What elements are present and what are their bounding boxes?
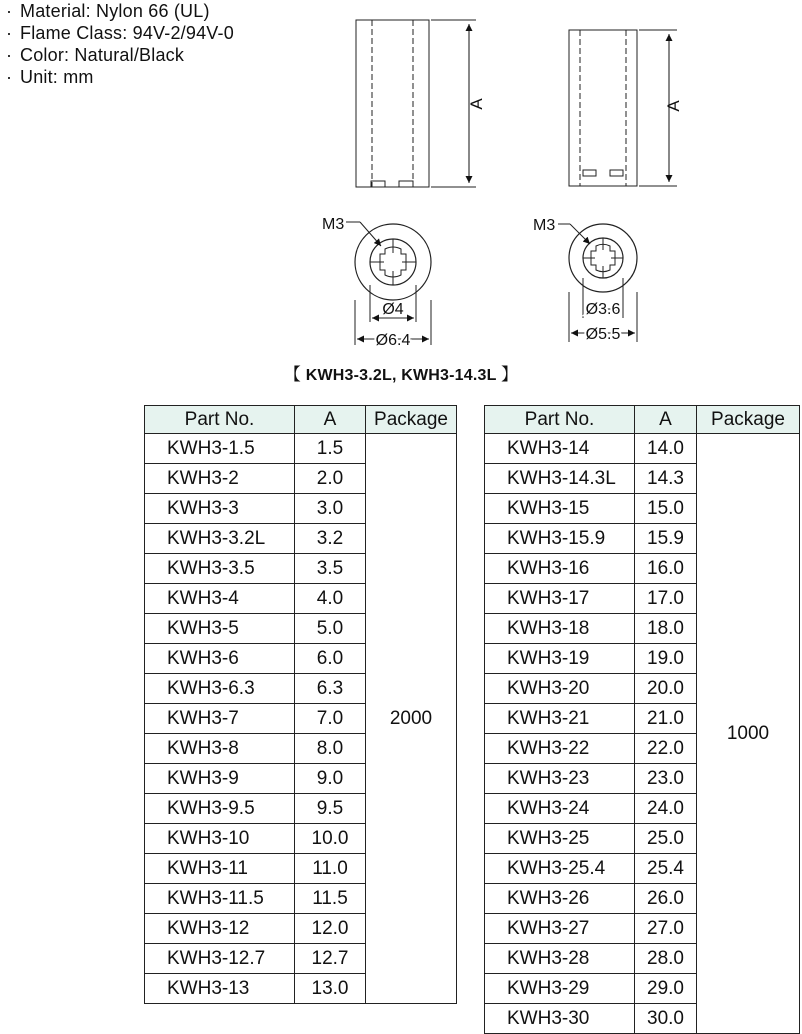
part-number-cell: KWH3-20 xyxy=(485,674,635,704)
part-number-cell: KWH3-9 xyxy=(145,764,295,794)
dimension-a-cell: 3.5 xyxy=(295,554,366,584)
dimension-a-cell: 28.0 xyxy=(635,944,697,974)
right-inner-dia-label: Ø3.6 xyxy=(585,301,621,318)
left-dim-a-label: A xyxy=(467,98,486,110)
part-number-cell: KWH3-26 xyxy=(485,884,635,914)
dimension-a-cell: 21.0 xyxy=(635,704,697,734)
part-number-cell: KWH3-16 xyxy=(485,554,635,584)
table-header-row xyxy=(145,406,457,434)
dimension-a-cell: 15.0 xyxy=(635,494,697,524)
caption-close-bracket: 】 xyxy=(500,365,519,384)
header-package: Package xyxy=(366,406,457,434)
part-number-cell: KWH3-12 xyxy=(145,914,295,944)
parts-table-right xyxy=(484,405,800,1034)
part-number-cell: KWH3-5 xyxy=(145,614,295,644)
part-number-cell: KWH3-14.3L xyxy=(485,464,635,494)
part-number-cell: KWH3-11.5 xyxy=(145,884,295,914)
part-number-cell: KWH3-7 xyxy=(145,704,295,734)
header-part-no: Part No. xyxy=(485,406,635,434)
left-end-view xyxy=(346,222,431,345)
part-number-cell: KWH3-21 xyxy=(485,704,635,734)
dimension-a-cell: 6.0 xyxy=(295,644,366,674)
dimension-a-cell: 23.0 xyxy=(635,764,697,794)
part-number-cell: KWH3-22 xyxy=(485,734,635,764)
spec-item: · Color: Natural/Black xyxy=(6,45,185,65)
dimension-a-cell: 14.3 xyxy=(635,464,697,494)
part-number-cell: KWH3-12.7 xyxy=(145,944,295,974)
left-outer-dia-label: Ø6.4 xyxy=(375,332,411,349)
drawing-caption xyxy=(0,360,802,385)
part-number-cell: KWH3-14 xyxy=(485,434,635,464)
dimension-a-cell: 3.2 xyxy=(295,524,366,554)
part-number-cell: KWH3-4 xyxy=(145,584,295,614)
part-number-cell: KWH3-17 xyxy=(485,584,635,614)
part-number-cell: KWH3-18 xyxy=(485,614,635,644)
dimension-a-cell: 26.0 xyxy=(635,884,697,914)
dimension-a-cell: 4.0 xyxy=(295,584,366,614)
package-cell: 1000 xyxy=(697,434,800,1034)
dimension-a-cell: 9.5 xyxy=(295,794,366,824)
header-a: A xyxy=(635,406,697,434)
left-side-view xyxy=(356,20,476,187)
dimension-a-cell: 30.0 xyxy=(635,1004,697,1034)
dimension-a-cell: 24.0 xyxy=(635,794,697,824)
part-number-cell: KWH3-30 xyxy=(485,1004,635,1034)
dimension-a-cell: 2.0 xyxy=(295,464,366,494)
dimension-a-cell: 6.3 xyxy=(295,674,366,704)
dimension-a-cell: 16.0 xyxy=(635,554,697,584)
part-number-cell: KWH3-6 xyxy=(145,644,295,674)
dimension-a-cell: 11.0 xyxy=(295,854,366,884)
dimension-a-cell: 13.0 xyxy=(295,974,366,1004)
right-thread-label: M3 xyxy=(533,217,556,234)
right-outer-dia-label: Ø5.5 xyxy=(585,326,621,343)
dimension-a-cell: 11.5 xyxy=(295,884,366,914)
part-number-cell: KWH3-3.5 xyxy=(145,554,295,584)
dimension-a-cell: 3.0 xyxy=(295,494,366,524)
spec-item: · Flame Class: 94V-2/94V-0 xyxy=(6,23,234,43)
table-row xyxy=(145,434,457,464)
package-cell: 2000 xyxy=(366,434,457,1004)
part-number-cell: KWH3-23 xyxy=(485,764,635,794)
part-number-cell: KWH3-13 xyxy=(145,974,295,1004)
dimension-a-cell: 25.0 xyxy=(635,824,697,854)
part-number-cell: KWH3-27 xyxy=(485,914,635,944)
dimension-a-cell: 9.0 xyxy=(295,764,366,794)
dimension-a-cell: 18.0 xyxy=(635,614,697,644)
right-end-view xyxy=(558,224,637,342)
spec-item: · Unit: mm xyxy=(6,67,94,87)
dimension-a-cell: 14.0 xyxy=(635,434,697,464)
dimension-a-cell: 19.0 xyxy=(635,644,697,674)
part-number-cell: KWH3-3 xyxy=(145,494,295,524)
header-part-no: Part No. xyxy=(145,406,295,434)
part-number-cell: KWH3-19 xyxy=(485,644,635,674)
left-inner-dia-label: Ø4 xyxy=(382,301,404,318)
part-number-cell: KWH3-2 xyxy=(145,464,295,494)
dimension-a-cell: 29.0 xyxy=(635,974,697,1004)
part-number-cell: KWH3-8 xyxy=(145,734,295,764)
part-number-cell: KWH3-11 xyxy=(145,854,295,884)
part-number-cell: KWH3-29 xyxy=(485,974,635,1004)
dimension-a-cell: 15.9 xyxy=(635,524,697,554)
table-row xyxy=(485,434,800,464)
dimension-a-cell: 27.0 xyxy=(635,914,697,944)
part-number-cell: KWH3-6.3 xyxy=(145,674,295,704)
part-number-cell: KWH3-15.9 xyxy=(485,524,635,554)
dimension-a-cell: 12.7 xyxy=(295,944,366,974)
part-number-cell: KWH3-25.4 xyxy=(485,854,635,884)
part-number-cell: KWH3-24 xyxy=(485,794,635,824)
dimension-a-cell: 10.0 xyxy=(295,824,366,854)
caption-text: KWH3-3.2L, KWH3-14.3L xyxy=(305,367,497,384)
technical-drawings xyxy=(0,0,802,360)
table-header-row xyxy=(485,406,800,434)
dimension-a-cell: 17.0 xyxy=(635,584,697,614)
spec-item: · Material: Nylon 66 (UL) xyxy=(6,1,210,21)
dimension-a-cell: 22.0 xyxy=(635,734,697,764)
dimension-a-cell: 8.0 xyxy=(295,734,366,764)
header-package: Package xyxy=(697,406,800,434)
dimension-a-cell: 7.0 xyxy=(295,704,366,734)
left-thread-label: M3 xyxy=(322,216,345,233)
right-dim-a-label: A xyxy=(664,100,683,112)
caption-open-bracket: 【 xyxy=(283,365,302,384)
header-a: A xyxy=(295,406,366,434)
dimension-a-cell: 12.0 xyxy=(295,914,366,944)
part-number-cell: KWH3-10 xyxy=(145,824,295,854)
part-number-cell: KWH3-3.2L xyxy=(145,524,295,554)
part-number-cell: KWH3-15 xyxy=(485,494,635,524)
part-number-cell: KWH3-1.5 xyxy=(145,434,295,464)
dimension-a-cell: 1.5 xyxy=(295,434,366,464)
dimension-a-cell: 5.0 xyxy=(295,614,366,644)
part-number-cell: KWH3-25 xyxy=(485,824,635,854)
part-number-cell: KWH3-28 xyxy=(485,944,635,974)
parts-table-left xyxy=(144,405,457,1004)
part-number-cell: KWH3-9.5 xyxy=(145,794,295,824)
dimension-a-cell: 20.0 xyxy=(635,674,697,704)
right-side-view xyxy=(569,30,677,186)
dimension-a-cell: 25.4 xyxy=(635,854,697,884)
